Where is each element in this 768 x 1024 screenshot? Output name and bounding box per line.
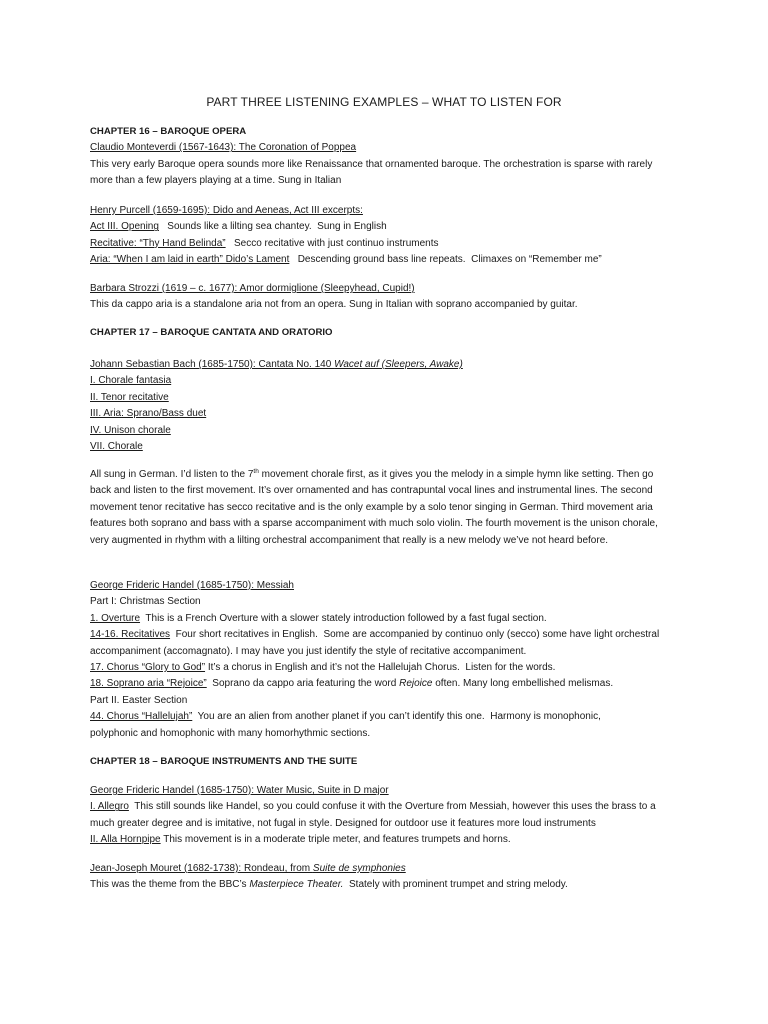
chapter-18-heading-block: [90, 754, 690, 770]
purcell-item-desc: Descending ground bass line repeats. Climaxes on “Remember me”: [289, 254, 602, 266]
mouret-desc: [90, 877, 690, 893]
purcell-item-desc: Sounds like a lilting sea chantey. Sung in English: [158, 221, 387, 233]
soprano-aria-italic: Rejoice: [399, 678, 433, 690]
soprano-aria-label: 18. Soprano aria “Rejoice”: [90, 678, 207, 690]
monteverdi-title: Claudio Monteverdi (1567-1643): The Coronation of Poppea: [90, 142, 357, 154]
purcell-item-label: Recitative: “Thy Hand Belinda”: [90, 237, 226, 249]
bach-title-text: Johann Sebastian Bach (1685-1750): Cantata No. 140: [90, 359, 335, 370]
purcell-item: [90, 252, 690, 268]
messiah-part-1: Part I: Christmas Section: [90, 596, 201, 608]
mouret-section: [90, 861, 690, 894]
bach-title-italic: Wacet auf (Sleepers, Awake): [334, 359, 463, 370]
purcell-item-label: Aria: “When I am laid in earth” Dido’s Lament: [90, 254, 290, 266]
soprano-aria-desc: Soprano da cappo aria featuring the word: [206, 678, 400, 690]
bach-section: [90, 357, 690, 455]
recitatives-desc-line-2: accompaniment (accomagnato). I may have you just identify the style of recitative accompaniment.: [90, 645, 527, 657]
hornpipe-label: II. Alla Hornpipe: [90, 834, 161, 846]
bach-movement: III. Aria: Sprano/Bass duet: [90, 408, 207, 420]
chapter-18-heading: CHAPTER 18 – BAROQUE INSTRUMENTS AND THE SUITE: [90, 756, 358, 767]
purcell-item-label: Act III. Opening: [90, 221, 159, 233]
hallelujah-desc-line-2: polyphonic and homophonic with many homorhythmic sections.: [90, 727, 371, 739]
recitatives-label: 14-16. Recitatives: [90, 629, 171, 641]
purcell-item-desc: Secco recitative with just continuo instruments: [225, 237, 439, 249]
bach-movement: I. Chorale fantasia: [90, 375, 172, 387]
hallelujah-label: 44. Chorus “Hallelujah”: [90, 711, 193, 723]
allegro-desc-line-1: This still sounds like Handel, so you could confuse it with the Overture from Messiah, however this uses the brass to a: [128, 801, 656, 813]
hornpipe-desc: This movement is in a moderate triple meter, and features trumpets and horns.: [160, 834, 511, 846]
bach-movement: II. Tenor recitative: [90, 391, 169, 403]
chorus-glory-desc: It’s a chorus in English and it’s not the Hallelujah Chorus. Listen for the words.: [205, 662, 556, 674]
purcell-title: Henry Purcell (1659-1695): Dido and Aeneas, Act III excerpts:: [90, 205, 363, 216]
water-music-section: [90, 783, 690, 849]
overture-label: 1. Overture: [90, 612, 141, 624]
bach-paragraph: [90, 467, 676, 549]
monteverdi-desc-line-1: This very early Baroque opera sounds more like Renaissance that ornamented baroque. The orchestration is sparse with rarely: [90, 158, 653, 170]
bach-paragraph-rest: movement chorale first, as it gives you the melody in a simple hymn like setting. Then go back and listen to the first movement. It’s over ornamented and has contrapuntal vocal lines and instrumental lines. The second movement tenor recitative has secco recitative and is the only example by a solo tenor singing in German. Third movement aria features both soprano and bass with a sparse accompaniment with much solo violin. The fourth movement is the unison chorale, very augmented in rhythm with a lilting orchestral accompaniment that really is a new melody we’ve not heard before.: [90, 469, 658, 546]
mouret-desc-start: This was the theme from the BBC’s: [90, 879, 250, 891]
monteverdi-desc-line-2: more than a few players playing at a time. Sung in Italian: [90, 175, 342, 187]
purcell-item: [90, 219, 690, 235]
mouret-desc-italic: Masterpiece Theater.: [249, 879, 344, 891]
mouret-title-italic: Suite de symphonies: [312, 863, 406, 874]
hallelujah-desc-line-1: You are an alien from another planet if you can’t identify this one. Harmony is monophonic,: [192, 711, 601, 723]
soprano-aria-desc-end: often. Many long embellished melismas.: [432, 678, 614, 690]
bach-movement: IV. Unison chorale: [90, 424, 171, 436]
page-title: PART THREE LISTENING EXAMPLES – WHAT TO LISTEN FOR: [206, 95, 562, 109]
mouret-title: [90, 861, 690, 877]
chapter-17-heading-block: [90, 325, 690, 341]
bach-paragraph-sup: th: [253, 468, 259, 475]
purcell-section: [90, 203, 690, 269]
strozzi-section: [90, 281, 690, 314]
chorus-glory-label: 17. Chorus “Glory to God”: [90, 662, 206, 674]
allegro-desc-line-2: much greater degree and is imitative, not fugal in style. Designed for outdoor use it features more loud instruments: [90, 817, 596, 829]
bach-paragraph-start: All sung in German. I’d listen to the 7: [90, 469, 254, 480]
strozzi-title: Barbara Strozzi (1619 – c. 1677): Amor dormiglione (Sleepyhead, Cupid!): [90, 283, 415, 294]
overture-desc: This is a French Overture with a slower stately introduction followed by a fast fugal section.: [140, 612, 547, 624]
mouret-title-text: Jean-Joseph Mouret (1682-1738): Rondeau, from: [90, 863, 313, 874]
chapter-16-section: [90, 124, 690, 190]
recitatives-desc-line-1: Four short recitatives in English. Some are accompanied by continuo only (secco) some have light orchestral: [170, 629, 660, 641]
strozzi-desc: This da cappo aria is a standalone aria not from an opera. Sung in Italian with soprano accompanied by guitar.: [90, 299, 578, 311]
purcell-item: [90, 236, 690, 252]
mouret-desc-end: Stately with prominent trumpet and string melody.: [343, 879, 568, 891]
chapter-17-heading: CHAPTER 17 – BAROQUE CANTATA AND ORATORIO: [90, 327, 333, 338]
bach-movement: VII. Chorale: [90, 441, 143, 453]
allegro-label: I. Allegro: [90, 801, 129, 813]
messiah-part-2: Part II. Easter Section: [90, 694, 188, 706]
messiah-section: [90, 578, 690, 742]
water-music-title: George Frideric Handel (1685-1750): Water Music, Suite in D major: [90, 785, 389, 796]
messiah-title: George Frideric Handel (1685-1750): Messiah: [90, 580, 294, 591]
bach-title: [90, 357, 690, 373]
chapter-16-heading: CHAPTER 16 – BAROQUE OPERA: [90, 126, 247, 137]
